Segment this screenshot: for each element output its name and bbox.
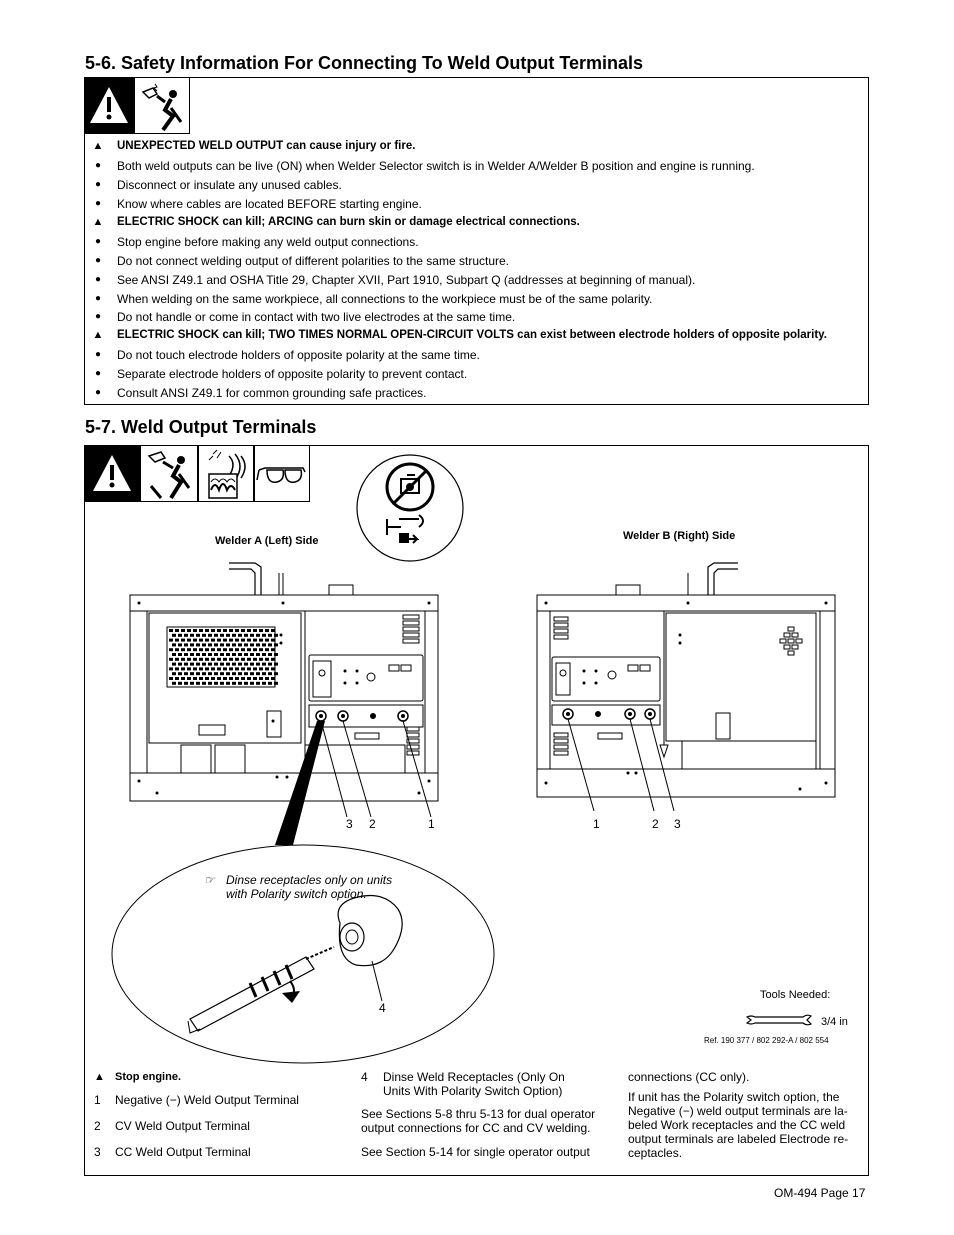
list-item-text: Do not touch electrode holders of opposite polarity at the same time. xyxy=(117,348,480,362)
grille-slot xyxy=(193,639,197,642)
grille-slot xyxy=(253,677,257,680)
grille-slot xyxy=(181,648,185,651)
grille-slot xyxy=(208,634,212,637)
grille-slot xyxy=(175,648,179,651)
grille-slot xyxy=(247,677,251,680)
grille-slot xyxy=(217,648,221,651)
ref-number: Ref. 190 377 / 802 292-A / 802 554 xyxy=(704,1036,829,1045)
bullet-icon: ● xyxy=(94,387,102,398)
grille-slot xyxy=(268,634,272,637)
grille-slot xyxy=(175,677,179,680)
grille-slot xyxy=(262,682,266,685)
grille-slot xyxy=(196,653,200,656)
note-line-1: Dinse receptacles only on units xyxy=(226,873,393,887)
grille-slot xyxy=(187,667,191,670)
warning-icon xyxy=(84,445,140,502)
grille-slot xyxy=(205,629,209,632)
grille-slot xyxy=(259,648,263,651)
grille-slot xyxy=(193,629,197,632)
grille-slot xyxy=(193,658,197,661)
grille-slot xyxy=(187,629,191,632)
legend-4-line2: Units With Polarity Switch Option) xyxy=(383,1084,563,1098)
grille-slot xyxy=(217,629,221,632)
grille-slot xyxy=(226,663,230,666)
callout-a-2: 2 xyxy=(369,817,376,831)
grille-slot xyxy=(247,648,251,651)
grille-slot xyxy=(214,663,218,666)
grille-slot xyxy=(229,648,233,651)
grille-slot xyxy=(220,672,224,675)
stop-engine: Stop engine. xyxy=(115,1071,181,1083)
col2-p1-line1: See Sections 5-8 thru 5-13 for dual operator xyxy=(361,1107,596,1121)
grille-slot xyxy=(181,639,185,642)
grille-slot xyxy=(193,677,197,680)
section-title-5-7: 5-7. Weld Output Terminals xyxy=(85,417,317,437)
grille-slot xyxy=(256,653,260,656)
grille-slot xyxy=(184,653,188,656)
grille-slot xyxy=(244,653,248,656)
electric-shock-icon xyxy=(140,445,198,502)
grille-slot xyxy=(241,658,245,661)
grille-slot xyxy=(265,648,269,651)
grille-slot xyxy=(223,648,227,651)
col2-p2-line1: See Section 5-14 for single operator output xyxy=(361,1145,590,1159)
grille-slot xyxy=(199,677,203,680)
bullet-icon: ● xyxy=(94,311,102,322)
grille-slot xyxy=(193,648,197,651)
list-item-text: Do not handle or come in contact with two live electrodes at the same time. xyxy=(117,310,516,324)
grille-slot xyxy=(238,672,242,675)
grille-slot xyxy=(208,672,212,675)
bullet-icon: ● xyxy=(94,349,102,360)
grille-slot xyxy=(262,653,266,656)
grille-slot xyxy=(172,653,176,656)
grille-slot xyxy=(205,648,209,651)
grille-slot xyxy=(220,663,224,666)
grille-slot xyxy=(256,634,260,637)
list-item-text: ELECTRIC SHOCK can kill; TWO TIMES NORMAL OPEN-CIRCUIT VOLTS can exist between electrode holders of opposite polarity. xyxy=(117,329,827,341)
grille-slot xyxy=(271,648,275,651)
grille-slot xyxy=(262,663,266,666)
grille-slot xyxy=(172,634,176,637)
grille-slot xyxy=(196,634,200,637)
grille-slot xyxy=(196,643,200,646)
grille-slot xyxy=(175,667,179,670)
grille-slot xyxy=(214,643,218,646)
grille-slot xyxy=(238,682,242,685)
grille-slot xyxy=(205,677,209,680)
legend-1-text: Negative (−) Weld Output Terminal xyxy=(115,1093,299,1107)
tool-size: 3/4 in xyxy=(821,1016,848,1028)
grille-slot xyxy=(265,667,269,670)
grille-slot xyxy=(271,639,275,642)
col3-p1: connections (CC only). xyxy=(628,1070,750,1084)
page-footer: OM-494 Page 17 xyxy=(774,1186,866,1200)
grille-slot xyxy=(184,634,188,637)
grille-slot xyxy=(235,667,239,670)
bullet-icon: ● xyxy=(94,236,102,247)
grille-slot xyxy=(274,682,278,685)
grille-slot xyxy=(199,658,203,661)
fire-icon xyxy=(198,445,254,502)
grille-slot xyxy=(223,639,227,642)
list-item-text: UNEXPECTED WELD OUTPUT can cause injury or fire. xyxy=(117,140,416,152)
no-engine-running-icon xyxy=(355,453,465,563)
callout-b-3: 3 xyxy=(674,817,681,831)
grille-slot xyxy=(211,658,215,661)
wrench-icon xyxy=(745,1013,815,1027)
grille-slot xyxy=(172,672,176,675)
legend-2-text: CV Weld Output Terminal xyxy=(115,1119,250,1133)
grille-slot xyxy=(256,682,260,685)
grille-slot xyxy=(178,634,182,637)
grille-slot xyxy=(190,643,194,646)
grille-slot xyxy=(211,639,215,642)
grille-slot xyxy=(211,667,215,670)
grille-slot xyxy=(217,658,221,661)
hazard-triangle-icon: ▲ xyxy=(92,329,104,341)
grille-slot xyxy=(217,677,221,680)
grille-slot xyxy=(238,663,242,666)
welder-b-label: Welder B (Right) Side xyxy=(623,530,736,542)
grille-slot xyxy=(241,648,245,651)
note-line-2: with Polarity switch option. xyxy=(226,887,367,901)
grille-slot xyxy=(217,667,221,670)
legend-4-line1: Dinse Weld Receptacles (Only On xyxy=(383,1070,565,1084)
grille-slot xyxy=(229,667,233,670)
grille-slot xyxy=(250,653,254,656)
section-title-5-6: 5-6. Safety Information For Connecting To Weld Output Terminals xyxy=(85,53,644,73)
legend-2-num: 2 xyxy=(94,1119,101,1133)
grille-slot xyxy=(220,653,224,656)
grille-slot xyxy=(250,634,254,637)
grille-slot xyxy=(259,639,263,642)
bullet-icon: ● xyxy=(94,255,102,266)
grille-slot xyxy=(214,634,218,637)
grille-slot xyxy=(274,634,278,637)
grille-slot xyxy=(241,677,245,680)
grille-slot xyxy=(259,658,263,661)
grille-slot xyxy=(232,682,236,685)
col3-p2-line2: Negative (−) weld output terminals are la- xyxy=(628,1104,848,1118)
grille-slot xyxy=(187,677,191,680)
grille-slot xyxy=(256,663,260,666)
grille-slot xyxy=(175,658,179,661)
grille-slot xyxy=(268,682,272,685)
grille-slot xyxy=(268,643,272,646)
grille-slot xyxy=(241,639,245,642)
grille-slot xyxy=(205,639,209,642)
grille-slot xyxy=(178,643,182,646)
grille-slot xyxy=(208,663,212,666)
grille-slot xyxy=(172,643,176,646)
grille-slot xyxy=(229,639,233,642)
grille-slot xyxy=(226,653,230,656)
grille-slot xyxy=(169,677,173,680)
grille-slot xyxy=(181,629,185,632)
grille-slot xyxy=(235,629,239,632)
callout-4: 4 xyxy=(379,1001,386,1015)
bullet-icon: ● xyxy=(94,160,102,171)
grille-slot xyxy=(262,634,266,637)
welder-a-drawing xyxy=(125,555,445,875)
grille-slot xyxy=(241,667,245,670)
col2-p1-line2: output connections for CC and CV welding. xyxy=(361,1121,591,1135)
grille-slot xyxy=(199,667,203,670)
grille-slot xyxy=(232,634,236,637)
grille-slot xyxy=(247,667,251,670)
grille-slot xyxy=(211,648,215,651)
bullet-icon: ● xyxy=(94,274,102,285)
grille-slot xyxy=(244,672,248,675)
grille-slot xyxy=(223,667,227,670)
list-item-text: Both weld outputs can be live (ON) when Welder Selector switch is in Welder A/Welder B position and engine is running. xyxy=(117,159,755,173)
grille-slot xyxy=(190,682,194,685)
grille-slot xyxy=(256,672,260,675)
grille-slot xyxy=(244,682,248,685)
grille-slot xyxy=(211,629,215,632)
grille-slot xyxy=(169,639,173,642)
legend-1-num: 1 xyxy=(94,1093,101,1107)
grille-slot xyxy=(253,658,257,661)
welder-b-drawing xyxy=(532,555,842,815)
grille-slot xyxy=(241,629,245,632)
grille-slot xyxy=(181,667,185,670)
grille-slot xyxy=(238,634,242,637)
note-icon: ☞ xyxy=(204,873,215,887)
bullet-icon: ● xyxy=(94,198,102,209)
legend-4-num: 4 xyxy=(361,1070,368,1084)
list-item-text: Separate electrode holders of opposite polarity to prevent contact. xyxy=(117,367,468,381)
bullet-icon: ● xyxy=(94,179,102,190)
grille-slot xyxy=(250,682,254,685)
callout-a-1: 1 xyxy=(428,817,435,831)
grille-slot xyxy=(235,677,239,680)
grille-slot xyxy=(196,672,200,675)
legend-3-text: CC Weld Output Terminal xyxy=(115,1145,251,1159)
hazard-triangle-icon: ▲ xyxy=(94,1071,105,1083)
grille-slot xyxy=(172,682,176,685)
grille-slot xyxy=(220,682,224,685)
eye-protection-icon xyxy=(254,445,310,502)
grille-slot xyxy=(178,663,182,666)
grille-slot xyxy=(250,643,254,646)
grille-slot xyxy=(214,653,218,656)
grille-slot xyxy=(250,672,254,675)
grille-slot xyxy=(226,634,230,637)
grille-slot xyxy=(199,639,203,642)
grille-slot xyxy=(184,643,188,646)
grille-slot xyxy=(232,672,236,675)
grille-slot xyxy=(226,643,230,646)
grille-slot xyxy=(169,648,173,651)
grille-slot xyxy=(202,682,206,685)
col3-p2-line1: If unit has the Polarity switch option, the xyxy=(628,1090,840,1104)
grille-slot xyxy=(265,677,269,680)
grille-slot xyxy=(259,677,263,680)
bullet-icon: ● xyxy=(94,293,102,304)
grille-slot xyxy=(190,653,194,656)
grille-slot xyxy=(205,658,209,661)
grille-slot xyxy=(199,648,203,651)
grille-slot xyxy=(169,658,173,661)
grille-slot xyxy=(229,629,233,632)
grille-slot xyxy=(196,682,200,685)
grille-slot xyxy=(187,658,191,661)
grille-slot xyxy=(226,682,230,685)
grille-slot xyxy=(223,658,227,661)
grille-slot xyxy=(274,653,278,656)
grille-slot xyxy=(202,672,206,675)
grille-slot xyxy=(202,663,206,666)
callout-b-2: 2 xyxy=(652,817,659,831)
grille-slot xyxy=(244,663,248,666)
grille-slot xyxy=(244,643,248,646)
grille-slot xyxy=(205,667,209,670)
grille-slot xyxy=(232,643,236,646)
grille-slot xyxy=(268,653,272,656)
grille-slot xyxy=(211,677,215,680)
bullet-icon: ● xyxy=(94,368,102,379)
grille-slot xyxy=(268,663,272,666)
tools-needed: Tools Needed: xyxy=(760,989,831,1001)
grille-slot xyxy=(172,663,176,666)
grille-slot xyxy=(175,639,179,642)
grille-slot xyxy=(271,667,275,670)
grille-slot xyxy=(235,639,239,642)
callout-a-3: 3 xyxy=(346,817,353,831)
list-item-text: Stop engine before making any weld output connections. xyxy=(117,235,419,249)
grille-slot xyxy=(190,672,194,675)
grille-slot xyxy=(259,629,263,632)
col3-p2-line3: beled Work receptacles and the CC weld xyxy=(628,1118,846,1132)
hazard-triangle-icon: ▲ xyxy=(92,216,104,228)
list-item-text: Consult ANSI Z49.1 for common grounding safe practices. xyxy=(117,386,427,400)
grille-slot xyxy=(274,663,278,666)
list-item-text: ELECTRIC SHOCK can kill; ARCING can burn skin or damage electrical connections. xyxy=(117,216,580,228)
grille-slot xyxy=(256,643,260,646)
grille-slot xyxy=(268,672,272,675)
grille-slot xyxy=(202,653,206,656)
grille-slot xyxy=(223,677,227,680)
grille-slot xyxy=(169,667,173,670)
grille-slot xyxy=(238,653,242,656)
grille-slot xyxy=(220,643,224,646)
list-item-text: See ANSI Z49.1 and OSHA Title 29, Chapter XVII, Part 1910, Subpart Q (addresses at beginning of manual). xyxy=(117,273,696,287)
grille-slot xyxy=(208,643,212,646)
grille-slot xyxy=(214,682,218,685)
grille-slot xyxy=(229,677,233,680)
grille-slot xyxy=(202,634,206,637)
grille-slot xyxy=(232,663,236,666)
grille-slot xyxy=(253,629,257,632)
grille-slot xyxy=(265,639,269,642)
grille-slot xyxy=(175,629,179,632)
grille-slot xyxy=(214,672,218,675)
grille-slot xyxy=(169,629,173,632)
grille-slot xyxy=(187,648,191,651)
list-item-text: Know where cables are located BEFORE starting engine. xyxy=(117,197,422,211)
callout-b-1: 1 xyxy=(593,817,600,831)
grille-slot xyxy=(187,639,191,642)
grille-slot xyxy=(184,672,188,675)
grille-slot xyxy=(253,648,257,651)
grille-slot xyxy=(178,672,182,675)
grille-slot xyxy=(190,634,194,637)
grille-slot xyxy=(247,629,251,632)
grille-slot xyxy=(181,677,185,680)
grille-slot xyxy=(271,677,275,680)
grille-slot xyxy=(202,643,206,646)
electric-shock-icon xyxy=(134,77,190,134)
list-item-text: When welding on the same workpiece, all connections to the workpiece must be of the same polarity. xyxy=(117,292,653,306)
grille-slot xyxy=(265,629,269,632)
grille-slot xyxy=(181,658,185,661)
grille-slot xyxy=(220,634,224,637)
grille-slot xyxy=(262,672,266,675)
warning-icon xyxy=(84,77,134,134)
grille-slot xyxy=(196,663,200,666)
grille-slot xyxy=(208,682,212,685)
grille-slot xyxy=(253,639,257,642)
grille-slot xyxy=(271,629,275,632)
grille-slot xyxy=(244,634,248,637)
col3-p2-line5: ceptacles. xyxy=(628,1146,683,1160)
welder-a-label: Welder A (Left) Side xyxy=(215,535,319,547)
grille-slot xyxy=(229,658,233,661)
grille-slot xyxy=(271,658,275,661)
grille-slot xyxy=(250,663,254,666)
grille-slot xyxy=(217,639,221,642)
legend-3-num: 3 xyxy=(94,1145,101,1159)
grille-slot xyxy=(184,682,188,685)
grille-slot xyxy=(223,629,227,632)
grille-slot xyxy=(226,672,230,675)
list-item-text: Disconnect or insulate any unused cables. xyxy=(117,178,342,192)
grille-slot xyxy=(265,658,269,661)
col3-p2-line4: output terminals are labeled Electrode re- xyxy=(628,1132,849,1146)
grille-slot xyxy=(178,653,182,656)
hazard-triangle-icon: ▲ xyxy=(92,140,104,152)
grille-slot xyxy=(262,643,266,646)
grille-slot xyxy=(178,682,182,685)
grille-slot xyxy=(232,653,236,656)
grille-slot xyxy=(235,648,239,651)
grille-slot xyxy=(190,663,194,666)
grille-slot xyxy=(238,643,242,646)
grille-slot xyxy=(193,667,197,670)
grille-slot xyxy=(199,629,203,632)
grille-slot xyxy=(259,667,263,670)
grille-slot xyxy=(253,667,257,670)
grille-slot xyxy=(208,653,212,656)
grille-slot xyxy=(235,658,239,661)
grille-slot xyxy=(247,639,251,642)
grille-slot xyxy=(274,643,278,646)
grille-slot xyxy=(274,672,278,675)
grille-slot xyxy=(184,663,188,666)
grille-slot xyxy=(247,658,251,661)
list-item-text: Do not connect welding output of different polarities to the same structure. xyxy=(117,254,510,268)
